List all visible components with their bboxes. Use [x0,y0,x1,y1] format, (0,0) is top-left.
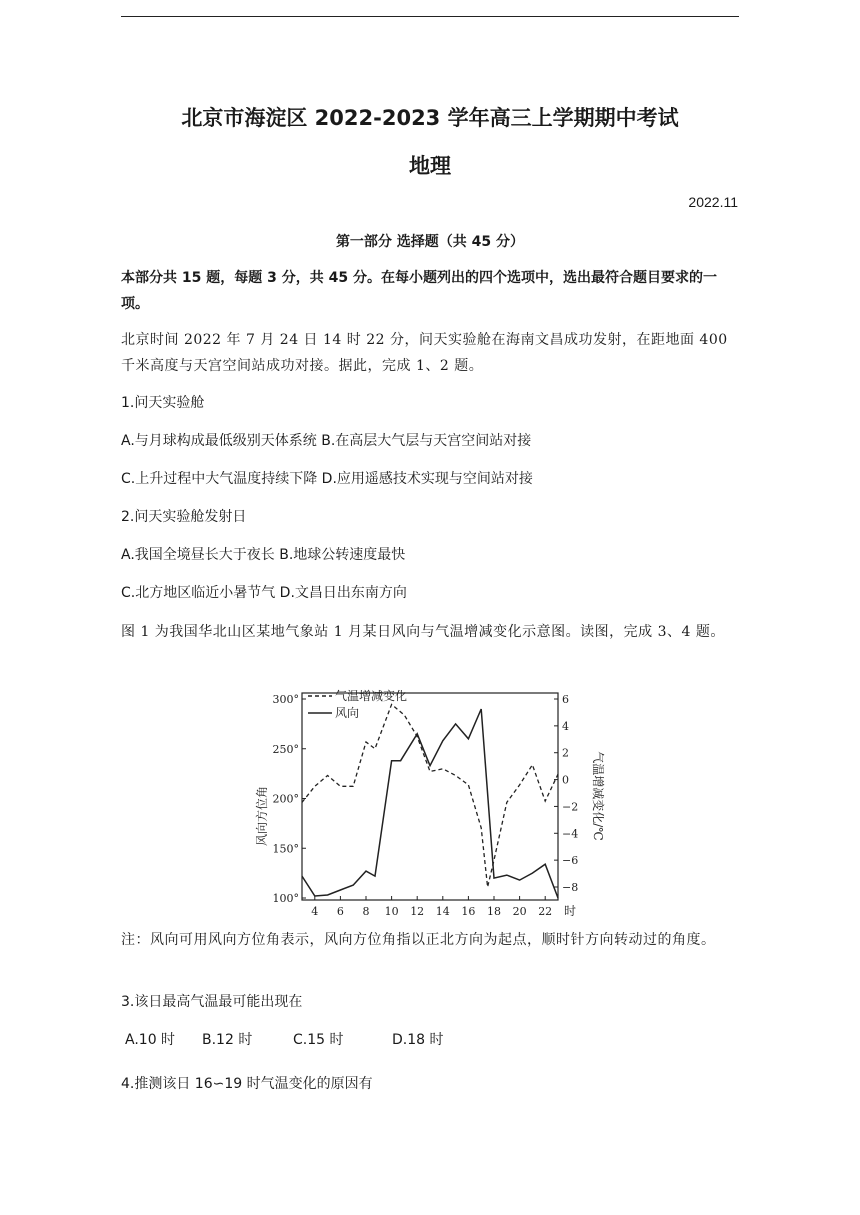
legend-label: 气温增减变化 [335,689,408,703]
chart-note: 注：风向可用风向方位角表示，风向方位角指以正北方向为起点，顺时针方向转动过的角度。 [121,932,716,948]
x-tick-label: 8 [362,905,370,918]
y-right-tick-label: −2 [562,800,579,814]
x-tick-label: 22 [538,905,553,918]
x-tick-label: 20 [512,905,527,918]
question-1-stem: 1.问天实验舱 [121,395,205,411]
option-b: B.12 时 [202,1032,253,1048]
x-tick-label: 6 [336,905,344,918]
y-right-tick-label: 2 [562,746,569,760]
y-left-tick-label: 200° [272,792,299,806]
y-right-tick-label: 6 [562,693,569,706]
question-2-options-cd: C.北方地区临近小暑节气 D.文昌日出东南方向 [121,585,407,601]
y-left-tick-label: 150° [272,842,299,856]
plot-frame [302,693,558,900]
question-2-stem: 2.问天实验舱发射日 [121,509,247,525]
x-tick-label: 16 [461,905,476,918]
y-right-tick-label: 0 [562,773,569,787]
question-4-stem: 4.推测该日 16∽19 时气温变化的原因有 [121,1076,373,1092]
legend-label: 风向 [335,706,360,720]
x-tick-label: 14 [435,905,450,918]
y-axis-left-label: 风向方位角 [255,785,269,847]
wind-direction-line [302,709,558,898]
x-tick-label: 4 [311,905,319,918]
temperature-change-line [302,704,558,887]
y-axis-right-label: 气温增减变化/℃ [591,751,605,841]
header-rule [121,16,739,17]
question-2-options-ab: A.我国全境昼长大于夜长 B.地球公转速度最快 [121,547,406,563]
section-heading: 第一部分 选择题（共 45 分） [335,234,525,250]
question-1-options-ab: A.与月球构成最低级别天体系统 B.在高层大气层与天宫空间站对接 [121,433,532,449]
y-left-tick-label: 100° [272,892,299,905]
y-right-tick-label: 4 [562,719,569,733]
y-left-tick-label: 300° [272,693,299,706]
passage-1: 北京时间 2022 年 7 月 24 日 14 时 22 分，问天实验舱在海南文昌成功发射，在距地面 400 千米高度与天宫空间站成功对接。据此，完成 1、2 题。 [121,332,728,374]
question-1-options-cd: C.上升过程中大气温度持续下降 D.应用遥感技术实现与空间站对接 [121,471,533,487]
x-unit-label: 时 [564,904,577,918]
exam-title: 北京市海淀区 2022-2023 学年高三上学期期中考试 [181,106,679,130]
exam-date: 2022.11 [688,194,738,210]
question-3-stem: 3.该日最高气温最可能出现在 [121,994,303,1010]
option-d: D.18 时 [392,1032,444,1048]
subject-title: 地理 [409,154,451,178]
option-a: A.10 时 [125,1032,176,1048]
x-tick-label: 12 [410,905,425,918]
y-right-tick-label: −8 [562,881,579,894]
y-right-tick-label: −4 [562,827,579,841]
wind-temperature-chart [250,686,605,918]
passage-2: 图 1 为我国华北山区某地气象站 1 月某日风向与气温增减变化示意图。读图，完成 3、4 题。 [121,624,725,640]
y-right-tick-label: −6 [562,854,579,868]
x-tick-label: 18 [487,905,501,918]
section-instructions: 本部分共 15 题，每题 3 分，共 45 分。在每小题列出的四个选项中，选出最符合题目要求的一项。 [121,270,717,312]
y-left-tick-label: 250° [272,742,299,756]
option-c: C.15 时 [293,1032,344,1048]
x-tick-label: 10 [384,905,399,918]
